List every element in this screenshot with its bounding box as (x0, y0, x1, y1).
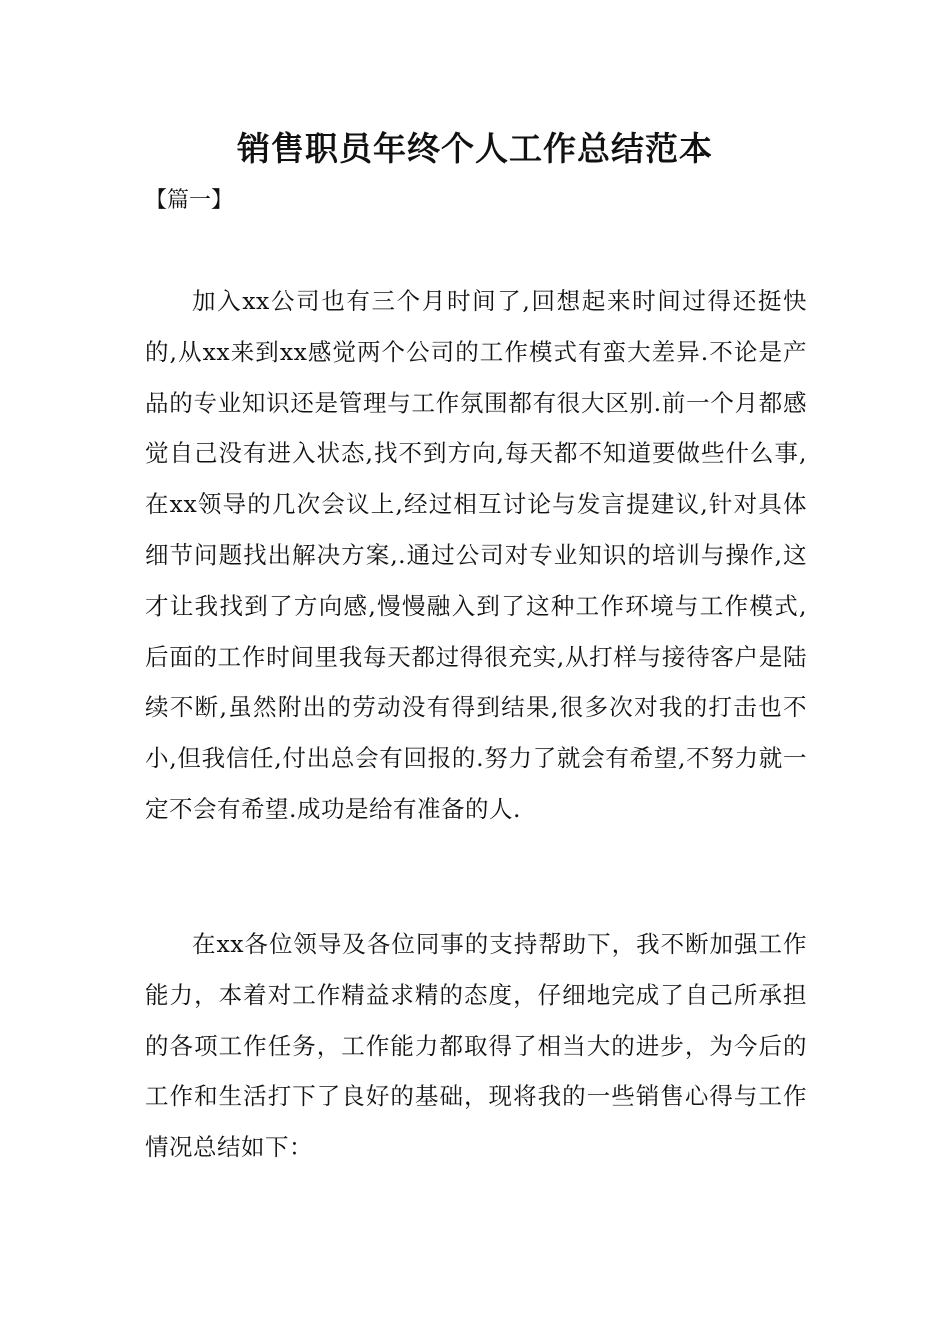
section-label: 【篇一】 (145, 188, 234, 213)
body-paragraph-2: 在xx各位领导及各位同事的支持帮助下，我不断加强工作能力，本着对工作精益求精的态度，仔细地完成了自己所承担的各项工作任务，工作能力都取得了相当大的进步，为今后的工作和生活打下了良好的基础，现将我的一些销售心得与工作情况总结如下： (145, 930, 807, 1162)
body-paragraph-1: 加入xx公司也有三个月时间了,回想起来时间过得还挺快的,从xx来到xx感觉两个公司的工作模式有蛮大差异.不论是产品的专业知识还是管理与工作氛围都有很大区别.前一个月都感觉自己没有进入状态,找不到方向,每天都不知道要做些什么事,在xx领导的几次会议上,经过相互讨论与发言提建议,针对具体细节问题找出解决方案,.通过公司对专业知识的培训与操作,这才让我找到了方向感,慢慢融入到了这种工作环境与工作模式,后面的工作时间里我每天都过得很充实,从打样与接待客户是陆续不断,虽然附出的劳动没有得到结果,很多次对我的打击也不小,但我信任,付出总会有回报的.努力了就会有希望,不努力就一定不会有希望.成功是给有准备的人. (145, 287, 807, 823)
document-title: 销售职员年终个人工作总结范本 (237, 129, 713, 168)
